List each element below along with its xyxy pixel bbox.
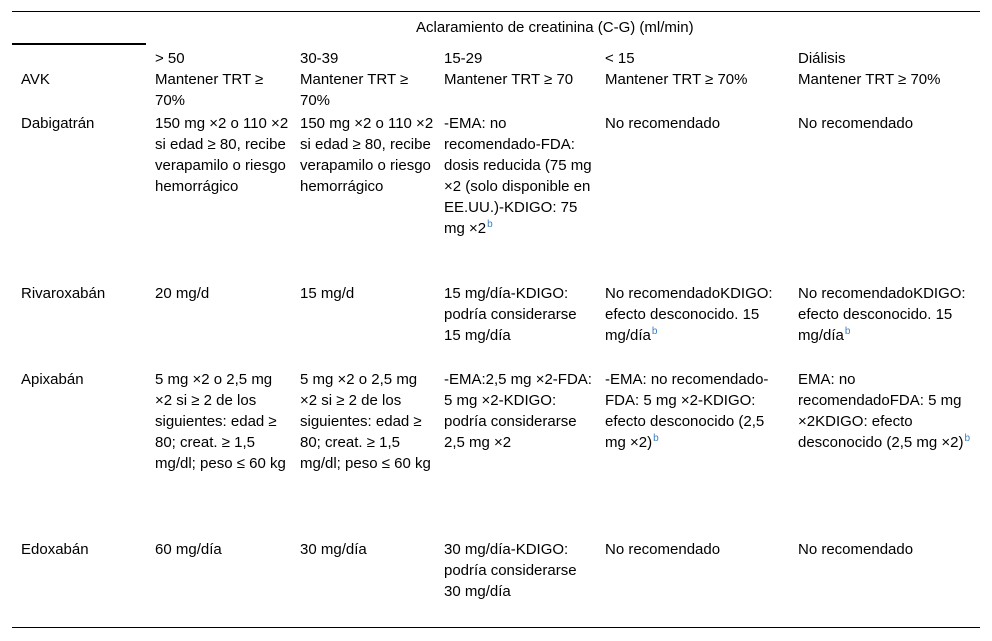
cell-text: 5 mg ×2 o 2,5 mg ×2 si ≥ 2 de los siguientes: edad ≥ 80; creat. ≥ 1,5 mg/dl; peso ≤ 60 kg [300, 371, 431, 472]
table-cell [605, 69, 787, 90]
table-cell [444, 539, 594, 602]
cell-text: EMA: no recomendadoFDA: 5 mg ×2KDIGO: efecto desconocido (2,5 mg ×2) [798, 371, 964, 451]
cell-text: Mantener TRT ≥ 70% [300, 71, 409, 109]
cell-text: -EMA: no recomendado-FDA: dosis reducida (75 mg ×2 (solo disponible en EE.UU.)-KDIGO: 75 mg ×2 [444, 115, 592, 237]
column-header-dialisis: Diálisis [798, 50, 846, 67]
table-cell [444, 369, 594, 453]
table-cell [798, 113, 973, 134]
cell-text: 30 mg/día [300, 541, 367, 558]
cell-text: No recomendado [605, 115, 721, 132]
table-cell [300, 539, 436, 560]
cell-text: 150 mg ×2 o 110 ×2 si edad ≥ 80, recibe verapamilo o riesgo hemorrágico [300, 115, 434, 195]
table-cell [155, 113, 291, 197]
table-cell [300, 69, 436, 111]
cell-text: No recomendado [798, 541, 914, 558]
table-cell [444, 113, 594, 239]
table-cell [798, 369, 973, 453]
table-cell [444, 283, 594, 346]
footnote-marker: b [487, 219, 493, 230]
drug-name: AVK [21, 71, 50, 88]
drug-name: Apixabán [21, 371, 84, 388]
footnote-marker: b [844, 326, 851, 337]
drug-name: Dabigatrán [21, 115, 95, 132]
column-header-15-29: 15-29 [444, 50, 483, 67]
table-cell [300, 369, 436, 474]
drug-name: Rivaroxabán [21, 285, 106, 302]
table-cell [155, 539, 291, 560]
table-cell [444, 69, 594, 90]
footnote-marker: b [651, 326, 658, 337]
table-cell [798, 69, 973, 90]
cell-text: No recomendado [798, 115, 914, 132]
cell-text: 60 mg/día [155, 541, 222, 558]
table-cell [605, 283, 787, 346]
table-cell [155, 369, 291, 474]
cell-text: Mantener TRT ≥ 70% [605, 71, 748, 88]
cell-text: 15 mg/d [300, 285, 355, 302]
cell-text: 20 mg/d [155, 285, 210, 302]
cell-text: 30 mg/día-KDIGO: podría considerarse 30 mg/día [444, 541, 577, 600]
cell-text: 15 mg/día-KDIGO: podría considerarse 15 mg/día [444, 285, 577, 344]
table-cell [605, 113, 787, 134]
cell-text: Mantener TRT ≥ 70% [798, 71, 941, 88]
table-cell [155, 283, 291, 304]
table-cell [300, 283, 436, 304]
table-cell [605, 539, 787, 560]
cell-text: No recomendadoKDIGO: efecto desconocido. 15 mg/día [605, 285, 773, 344]
table-bottom-rule [12, 627, 980, 628]
column-header-lt15: < 15 [605, 50, 635, 67]
table-top-rule [12, 11, 980, 12]
cell-text: 150 mg ×2 o 110 ×2 si edad ≥ 80, recibe verapamilo o riesgo hemorrágico [155, 115, 289, 195]
table-cell [798, 283, 973, 346]
footnote-marker: b [653, 433, 659, 444]
header-left-rule [12, 43, 146, 45]
table-cell [798, 539, 973, 560]
table-cell [605, 369, 787, 453]
footnote-marker: b [964, 433, 971, 444]
cell-text: 5 mg ×2 o 2,5 mg ×2 si ≥ 2 de los siguientes: edad ≥ 80; creat. ≥ 1,5 mg/dl; peso ≤ 60 kg [155, 371, 286, 472]
column-header-gt50: > 50 [155, 50, 185, 67]
group-header: Aclaramiento de creatinina (C-G) (ml/min) [416, 19, 694, 36]
cell-text: -EMA: no recomendado-FDA: 5 mg ×2-KDIGO: efecto desconocido (2,5 mg ×2) [605, 371, 769, 451]
table-cell [155, 69, 291, 111]
cell-text: No recomendado [605, 541, 721, 558]
drug-name: Edoxabán [21, 541, 89, 558]
cell-text: No recomendadoKDIGO: efecto desconocido. 15 mg/día [798, 285, 966, 344]
cell-text: Mantener TRT ≥ 70% [155, 71, 264, 109]
table-cell [300, 113, 436, 197]
cell-text: Mantener TRT ≥ 70 [444, 71, 574, 88]
column-header-30-39: 30-39 [300, 50, 339, 67]
cell-text: -EMA:2,5 mg ×2-FDA: 5 mg ×2-KDIGO: podría considerarse 2,5 mg ×2 [444, 371, 592, 451]
